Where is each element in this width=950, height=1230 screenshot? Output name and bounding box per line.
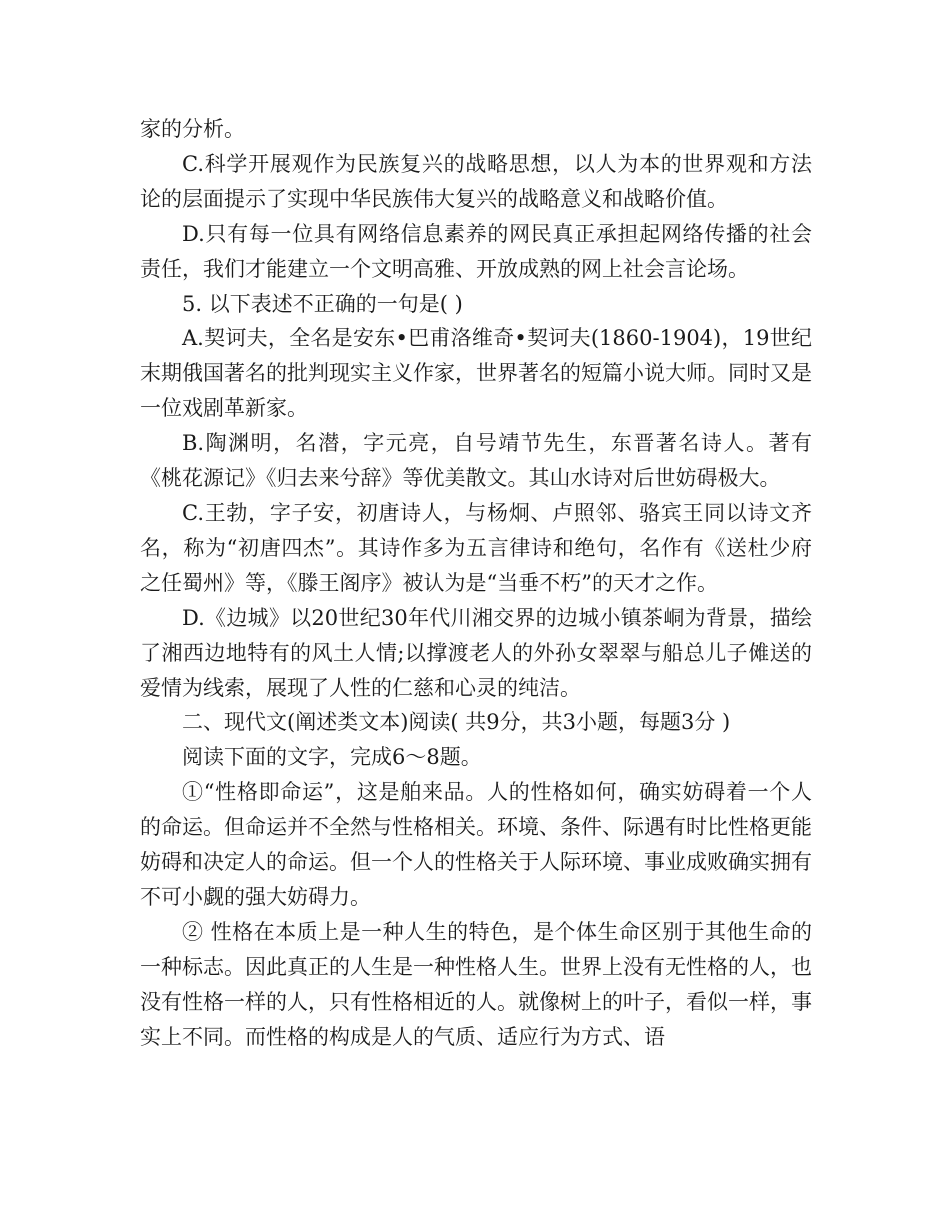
question-5-option-a: A.契诃夫，全名是安东•巴甫洛维奇•契诃夫(1860-1904)，19世纪末期俄国著名的批判现实主义作家，世界著名的短篇小说大师。同时又是一位戏剧革新家。: [140, 326, 812, 421]
paragraph-option-c: C.科学开展观作为民族复兴的战略思想，以人为本的世界观和方法论的层面提示了实现中华民族伟大复兴的战略意义和战略价值。: [140, 151, 812, 211]
question-5-option-b: B.陶渊明，名潜，字元亮，自号靖节先生，东晋著名诗人。著有《桃花源记》《归去来兮辞》等优美散文。其山水诗对后世妨碍极大。: [140, 431, 812, 491]
question-5-option-d: D.《边城》以20世纪30年代川湘交界的边城小镇茶峒为背景，描绘了湘西边地特有的风土人情;以撑渡老人的外孙女翠翠与船总儿子傩送的爱情为线索，展现了人性的仁慈和心灵的纯洁。: [140, 605, 812, 700]
section-heading: 二、现代文(阐述类文本)阅读( 共9分，共3小题，每题3分 ): [182, 710, 731, 735]
reading-paragraph-2: ② 性格在本质上是一种人生的特色，是个体生命区别于其他生命的一种标志。因此真正的人生是一种性格人生。世界上没有无性格的人，也没有性格一样的人，只有性格相近的人。就像树上的叶子，看似一样，事实上不同。而性格的构成是人的气质、适应行为方式、语: [140, 919, 812, 1049]
paragraph-option-d: D.只有每一位具有网络信息素养的网民真正承担起网络传播的社会责任，我们才能建立一个文明高雅、开放成熟的网上社会言论场。: [140, 221, 812, 281]
paragraph-1: 家的分析。: [140, 117, 245, 141]
question-5-option-c: C.王勃，字子安，初唐诗人，与杨炯、卢照邻、骆宾王同以诗文齐名，称为“初唐四杰”。其诗作多为五言律诗和绝句，名作有《送杜少府之任蜀州》等，《滕王阁序》被认为是“当垂不朽”的天才之作。: [140, 500, 812, 595]
question-5: 5. 以下表述不正确的一句是( ): [182, 291, 463, 316]
reading-paragraph-1: ①“性格即命运”，这是舶来品。人的性格如何，确实妨碍着一个人的命运。但命运并不全然与性格相关。环境、条件、际遇有时比性格更能妨碍和决定人的命运。但一个人的性格关于人际环境、事业成败确实拥有不可小觑的强大妨碍力。: [140, 780, 812, 909]
reading-instruction: 阅读下面的文字，完成6～8题。: [182, 745, 482, 770]
document-page: [140, 112, 812, 1054]
